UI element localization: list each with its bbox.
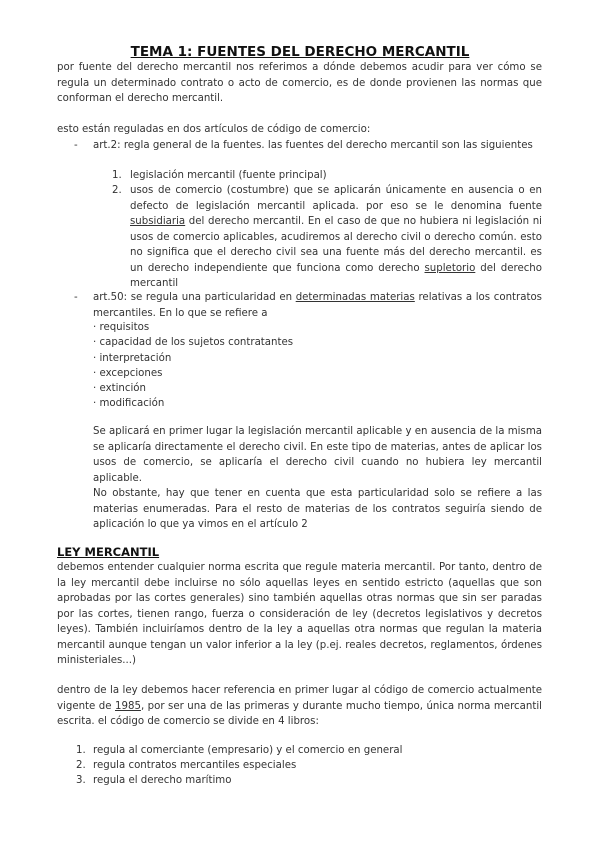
- art50-part2: relativas a los contratos mercantiles. En lo que se refiere a: [93, 292, 542, 319]
- page-title: TEMA 1: FUENTES DEL DERECHO MERCANTIL: [130, 44, 470, 60]
- art50-part1: art.50: se regula una particularidad en: [93, 292, 296, 303]
- art2-item-2-part3: del derecho mercantil: [130, 262, 542, 289]
- section-heading-ley-mercantil: LEY MERCANTIL: [57, 545, 160, 559]
- list-number: 1.: [76, 745, 86, 756]
- intro-paragraph: por fuente del derecho mercantil nos referimos a dónde debemos acudir para ver cómo se regula un determinado contrato o acto de comercio, es de donde provienen las normas que conforman el derecho mercantil.: [57, 62, 542, 104]
- bullet-dash: -: [74, 140, 78, 151]
- art2-text: art.2: regla general de la fuentes. las fuentes del derecho mercantil son las siguientes: [93, 140, 533, 151]
- art50-text: [93, 290, 542, 321]
- ley-para2-part1: dentro de la ley debemos hacer referencia en primer lugar al código de comercio actualmente vigente de: [57, 685, 542, 712]
- year-underline: 1985: [115, 700, 141, 712]
- list-number: 3.: [76, 775, 86, 786]
- regulated-paragraph: esto están reguladas en dos artículos de código de comercio:: [57, 124, 371, 135]
- art2-item-2: [130, 183, 542, 292]
- ley-paragraph-1: debemos entender cualquier norma escrita que regule materia mercantil. Por tanto, dentro de la ley mercantil debe incluirse no sólo aquellas leyes en sentido estricto (aquellas que son aprobadas por las cortes generales) sino también aquellas otras normas que sin ser paradas por las cortes, tienen rango, fuerza o consideración de ley (decretos legislativos y decretos leyes). También incluiríamos dentro de la ley a aquellas otra normas que regulan la materia mercantil aunque tengan un valor inferior a la ley (p.ej. reales decretos, reglamentos, órdenes ministeriales...): [57, 562, 542, 666]
- list-item: · capacidad de los sujetos contratantes: [93, 337, 294, 349]
- supletorio-underline: supletorio: [424, 262, 476, 274]
- art2-item-2-part2: del derecho mercantil. En el caso de que no hubiera ni legislación ni usos de comercio aplicables, acudiremos al derecho civil o derecho común. esto no significa que el derecho civil sea una fuente más del derecho mercantil. es un derecho independiente que funciona como derecho: [130, 216, 542, 274]
- list-item: · interpretación: [93, 352, 172, 364]
- determinadas-materias-underline: determinadas materias: [295, 292, 415, 303]
- list-number: 2.: [112, 185, 122, 196]
- list-item: · extinción: [93, 383, 146, 395]
- ley-paragraph-2: [57, 683, 542, 730]
- list-number: 1.: [112, 170, 122, 181]
- art50-list: [93, 320, 513, 412]
- book-item: regula el derecho marítimo: [93, 775, 232, 786]
- art2-item-1: legislación mercantil (fuente principal): [130, 170, 327, 181]
- art50-paragraph-1: Se aplicará en primer lugar la legislación mercantil aplicable y en ausencia de la misma se aplicaría directamente el derecho civil. En este tipo de materias, antes de aplicar los usos de comercio, se aplicaría el derecho civil cuando no hubiera ley mercantil aplicable.: [93, 426, 542, 484]
- list-number: 2.: [76, 760, 86, 771]
- ley-para2-part2: , por ser una de las primeras y durante mucho tiempo, única norma mercantil escrita. el código de comercio se divide en 4 libros:: [57, 700, 542, 727]
- subsidiaria-underline: subsidiaria: [130, 216, 186, 227]
- list-item: · modificación: [93, 398, 165, 410]
- art50-paragraph-2: No obstante, hay que tener en cuenta que esta particularidad solo se refiere a las materias enumeradas. Para el resto de materias de los contratos seguiría siendo de aplicación lo que ya vimos en el artículo 2: [93, 488, 542, 530]
- bullet-dash: -: [74, 292, 78, 303]
- book-item: regula al comerciante (empresario) y el comercio en general: [93, 745, 403, 756]
- list-item: · excepciones: [93, 367, 163, 379]
- book-item: regula contratos mercantiles especiales: [93, 760, 297, 771]
- art2-item-2-part1: usos de comercio (costumbre) que se aplicarán únicamente en ausencia o en defecto de legislación mercantil aplicada. por eso se le denomina fuente: [130, 185, 542, 212]
- list-item: · requisitos: [93, 322, 150, 333]
